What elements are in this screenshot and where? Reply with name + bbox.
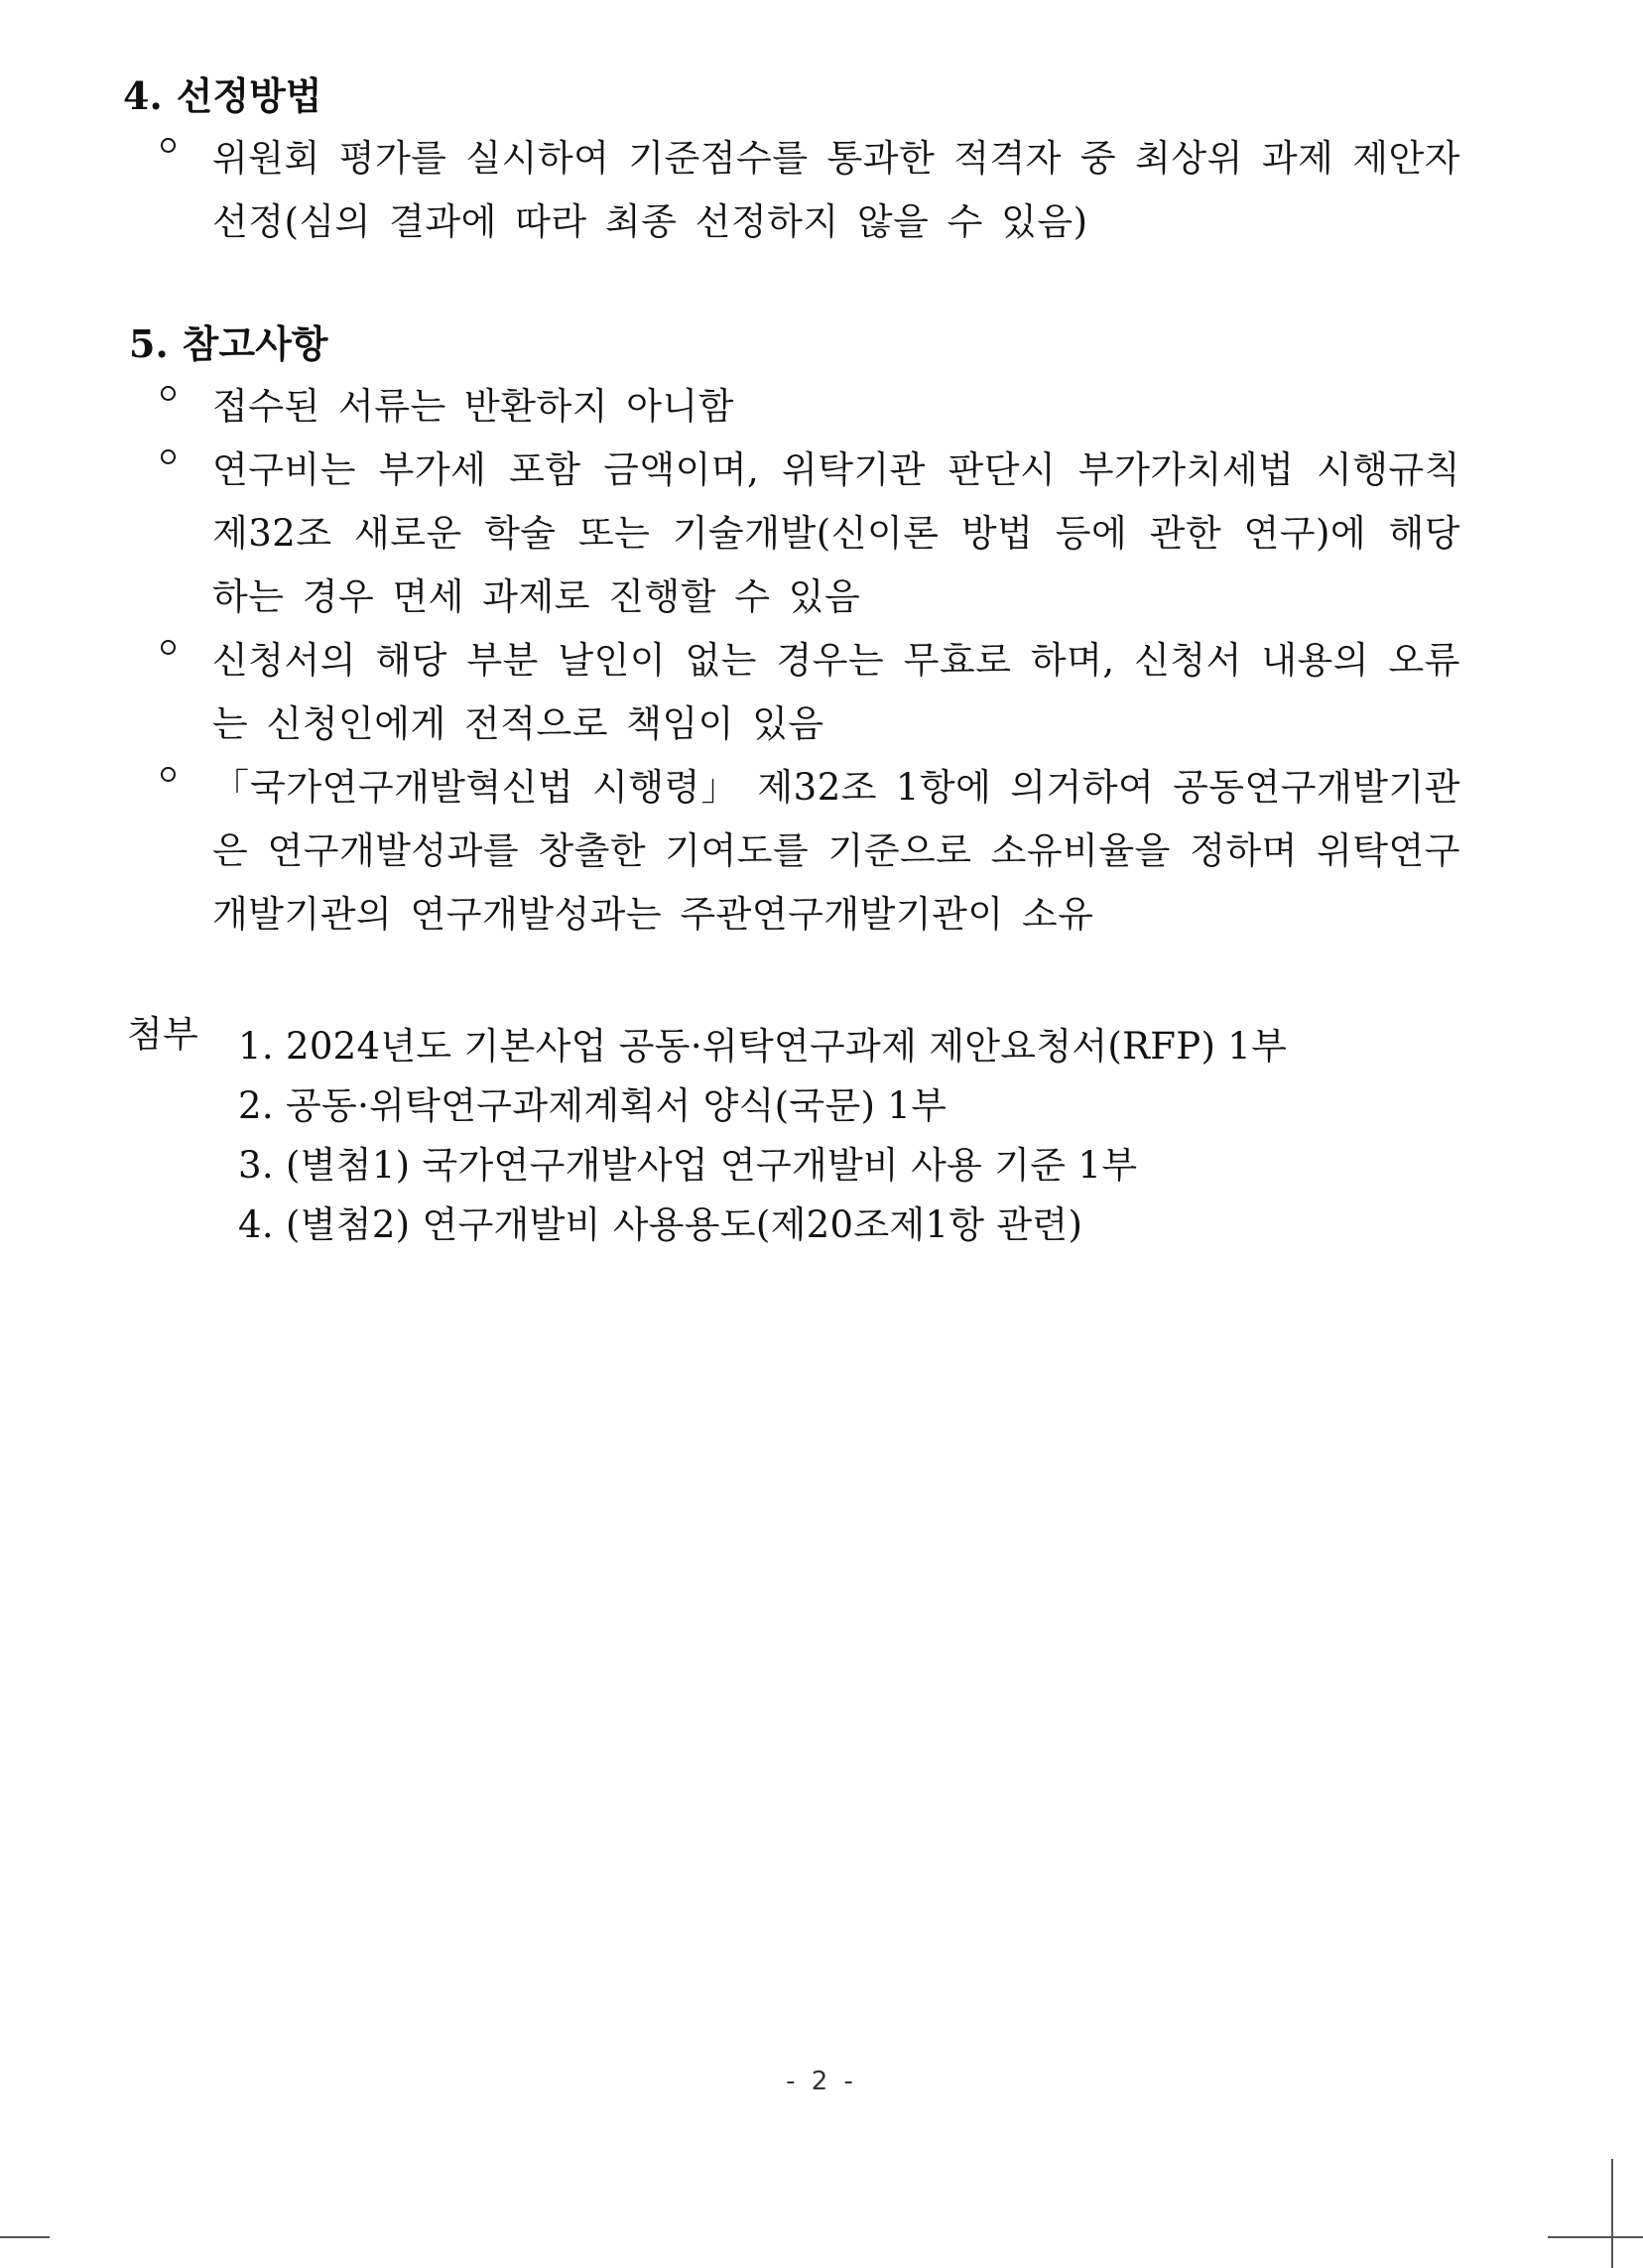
crop-mark-left-horizontal — [0, 2236, 50, 2238]
circle-bullet-icon — [161, 386, 176, 401]
page-number: - 2 - — [786, 2067, 857, 2096]
list-item-text: 위원회 평가를 실시하여 기준점수를 통과한 적격자 중 최상위 과제 제안자 선정(심의 결과에 따라 최종 선정하지 않을 수 있음) — [212, 137, 1460, 243]
section-4-title: 선정방법 — [176, 73, 322, 118]
attachment-item-4 — [238, 1195, 1082, 1248]
circle-bullet-icon — [161, 138, 176, 153]
attachment-text: 2024년도 기본사업 공동·위탁연구과제 제안요청서(RFP) 1부 — [286, 1025, 1288, 1068]
section-5-title: 참고사항 — [182, 321, 328, 366]
attachment-item-1 — [238, 1016, 1287, 1070]
attachment-number: 2. — [238, 1084, 274, 1127]
circle-bullet-icon — [161, 640, 176, 655]
list-item-text: 접수된 서류는 반환하지 아니함 — [212, 385, 734, 428]
section-5-number: 5. — [129, 321, 169, 366]
attachment-item-3 — [238, 1135, 1137, 1189]
section-5-item-2 — [161, 439, 1460, 629]
section-5-heading — [129, 321, 328, 366]
section-4-item-1 — [161, 127, 1460, 254]
section-4-number: 4. — [123, 73, 163, 118]
list-item-text: 「국가연구개발혁신법 시행령」 제32조 1항에 의거하여 공동연구개발기관은 연구개발성과를 창출한 기여도를 기준으로 소유비율을 정하며 위탁연구개발기관의 연구개발성과는 주관연구개발기관이 소유 — [212, 766, 1460, 936]
list-item-text: 신청서의 해당 부분 날인이 없는 경우는 무효로 하며, 신청서 내용의 오류는 신청인에게 전적으로 책임이 있음 — [212, 639, 1460, 745]
attachment-item-2 — [238, 1075, 947, 1129]
attachment-text: (별첨2) 연구개발비 사용용도(제20조제1항 관련) — [286, 1203, 1083, 1246]
document-page: 4. 선정방법 위원회 평가를 실시하여 기준점수를 통과한 적격자 중 최상위 과제 제안자 선정(심의 결과에 따라 최종 선정하지 않을 수 있음) 5. 참고사항 접수된 서류는 반환하지 아니함 연구비는 부가세 포함 금액이며, 위탁기관 판단시 부가가치세법 시행규칙 제32조 새로운 학술 또는 기술개발(신이론 방법 등에 관한 연구)에 해당 하는 경우 면세 과제로 진행할 수 있음 신청서의 해당 부분 날인이 없는 경우는 무효로 하며, 신청서 내용의 오류는 신청인에게 전적으로 책임이 있음 「국가연구개발혁신법 시행령」 제32조 1항에 의거하여 공동연구개발기관은 연구개발성과를 창출한 기여도를 기준으로 소유비율을 정하며 위탁연구개발기관의 연구개발성과는 주관연구개발기관이 소유 첨부 1. 2024년도 기본사업 공동·위탁연구과제 제안요청서(RFP) 1부 2. 공동·위탁연구과제계획서 양식(국문) 1부 3. (별첨1) 국가연구개발사업 연구개발비 사용 기준 1부 4. (별첨2) 연구개발비 사용용도(제20조제1항 관련) - 2 - — [0, 0, 1643, 2268]
section-5-item-4 — [161, 756, 1460, 946]
circle-bullet-icon — [161, 449, 176, 464]
attachment-number: 3. — [238, 1144, 274, 1187]
attachment-text: 공동·위탁연구과제계획서 양식(국문) 1부 — [286, 1084, 948, 1127]
attachment-number: 4. — [238, 1203, 274, 1246]
section-4-heading — [123, 73, 322, 118]
crop-mark-right-horizontal — [1548, 2236, 1643, 2238]
section-5-item-3 — [161, 629, 1460, 756]
list-item-text: 연구비는 부가세 포함 금액이며, 위탁기관 판단시 부가가치세법 시행규칙 제32조 새로운 학술 또는 기술개발(신이론 방법 등에 관한 연구)에 해당 하는 경우 면세 과제로 진행할 수 있음 — [212, 448, 1460, 618]
crop-mark-right-vertical — [1611, 2159, 1613, 2268]
circle-bullet-icon — [161, 767, 176, 782]
section-5-item-1 — [161, 375, 1460, 439]
attachment-text: (별첨1) 국가연구개발사업 연구개발비 사용 기준 1부 — [286, 1144, 1138, 1187]
attachment-number: 1. — [238, 1025, 274, 1068]
